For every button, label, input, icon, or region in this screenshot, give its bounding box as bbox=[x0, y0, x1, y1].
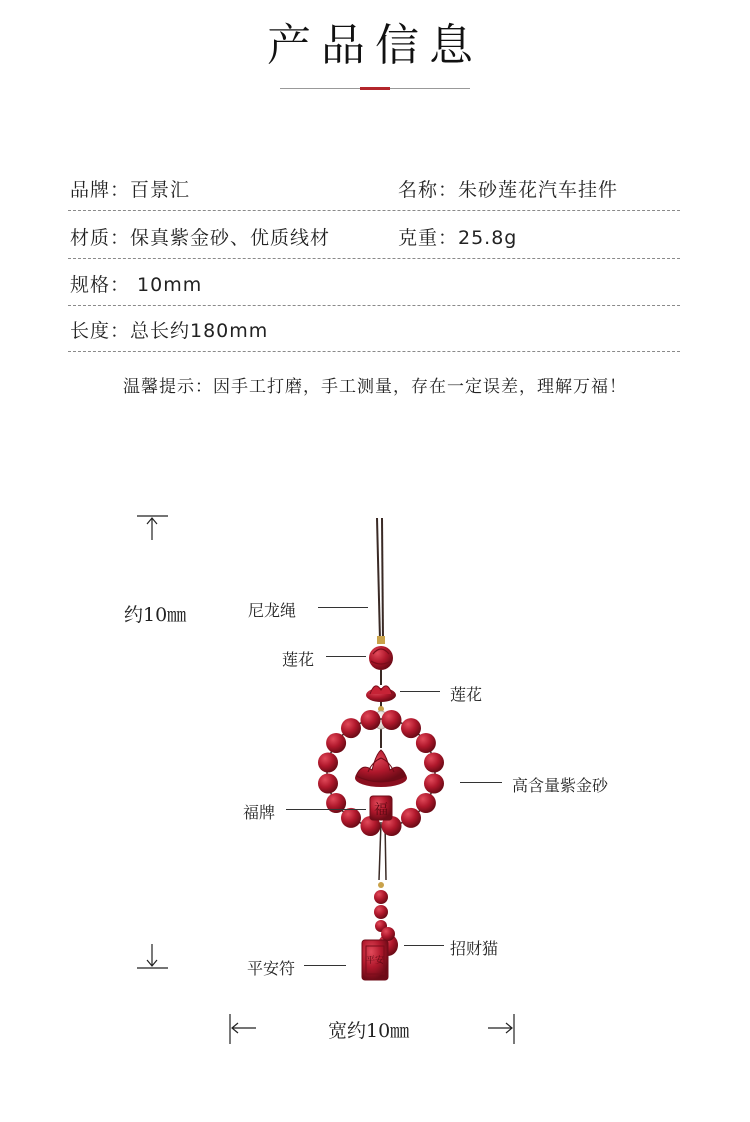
tip-text: 温馨提示：因手工打磨，手工测量，存在一定误差，理解万福！ bbox=[123, 377, 627, 397]
spec-brand: 品牌：百景汇 bbox=[70, 179, 191, 201]
leader-lotus-top bbox=[326, 656, 366, 657]
leader-plaque bbox=[286, 809, 366, 810]
spec-weight: 克重：25.8g bbox=[398, 227, 518, 249]
ring-bead bbox=[318, 774, 338, 794]
peace-amulet bbox=[362, 940, 388, 980]
spec-material: 材质：保真紫金砂、优质线材 bbox=[70, 227, 331, 249]
page-title: 产品信息 bbox=[267, 20, 483, 71]
label-amulet: 平安符 bbox=[247, 959, 296, 978]
leader-beads bbox=[460, 782, 502, 783]
leader-rope bbox=[318, 607, 368, 608]
leader-amulet bbox=[304, 965, 346, 966]
lotus-large bbox=[355, 750, 407, 787]
lotus-small bbox=[366, 686, 396, 712]
ring-bead bbox=[382, 710, 402, 730]
amulet-chars: 平安 bbox=[365, 956, 385, 966]
ring-bead bbox=[361, 710, 381, 730]
height-dimension bbox=[137, 516, 168, 968]
label-cat: 招财猫 bbox=[450, 939, 499, 958]
ring-bead bbox=[326, 793, 346, 813]
spec-length: 长度：总长约180mm bbox=[70, 320, 269, 342]
label-lotus-top: 莲花 bbox=[282, 650, 315, 669]
label-plaque: 福牌 bbox=[243, 803, 276, 822]
width-label: 宽约10㎜ bbox=[328, 1020, 410, 1042]
label-beads: 高含量紫金砂 bbox=[512, 776, 609, 795]
ring-bead bbox=[416, 733, 436, 753]
height-label: 约10㎜ bbox=[124, 604, 187, 626]
ring-bead bbox=[424, 753, 444, 773]
ring-bead bbox=[318, 753, 338, 773]
leader-lotus-mid bbox=[400, 691, 440, 692]
leader-cat bbox=[404, 945, 444, 946]
label-lotus-mid: 莲花 bbox=[450, 685, 483, 704]
spec-name: 名称：朱砂莲花汽车挂件 bbox=[398, 179, 619, 201]
ring-bead bbox=[326, 733, 346, 753]
ring-bead bbox=[341, 808, 361, 828]
ring-bead bbox=[416, 793, 436, 813]
ring-bead bbox=[341, 718, 361, 738]
spec-size: 规格： 10mm bbox=[70, 274, 203, 296]
label-rope: 尼龙绳 bbox=[248, 601, 297, 620]
tassel-beads bbox=[374, 882, 388, 932]
fu-plaque-char: 福 bbox=[374, 802, 388, 818]
ring-bead bbox=[424, 774, 444, 794]
fu-plaque bbox=[370, 796, 392, 820]
ring-bead bbox=[401, 808, 421, 828]
ring-bead bbox=[401, 718, 421, 738]
lotus-bead-top bbox=[369, 646, 393, 670]
